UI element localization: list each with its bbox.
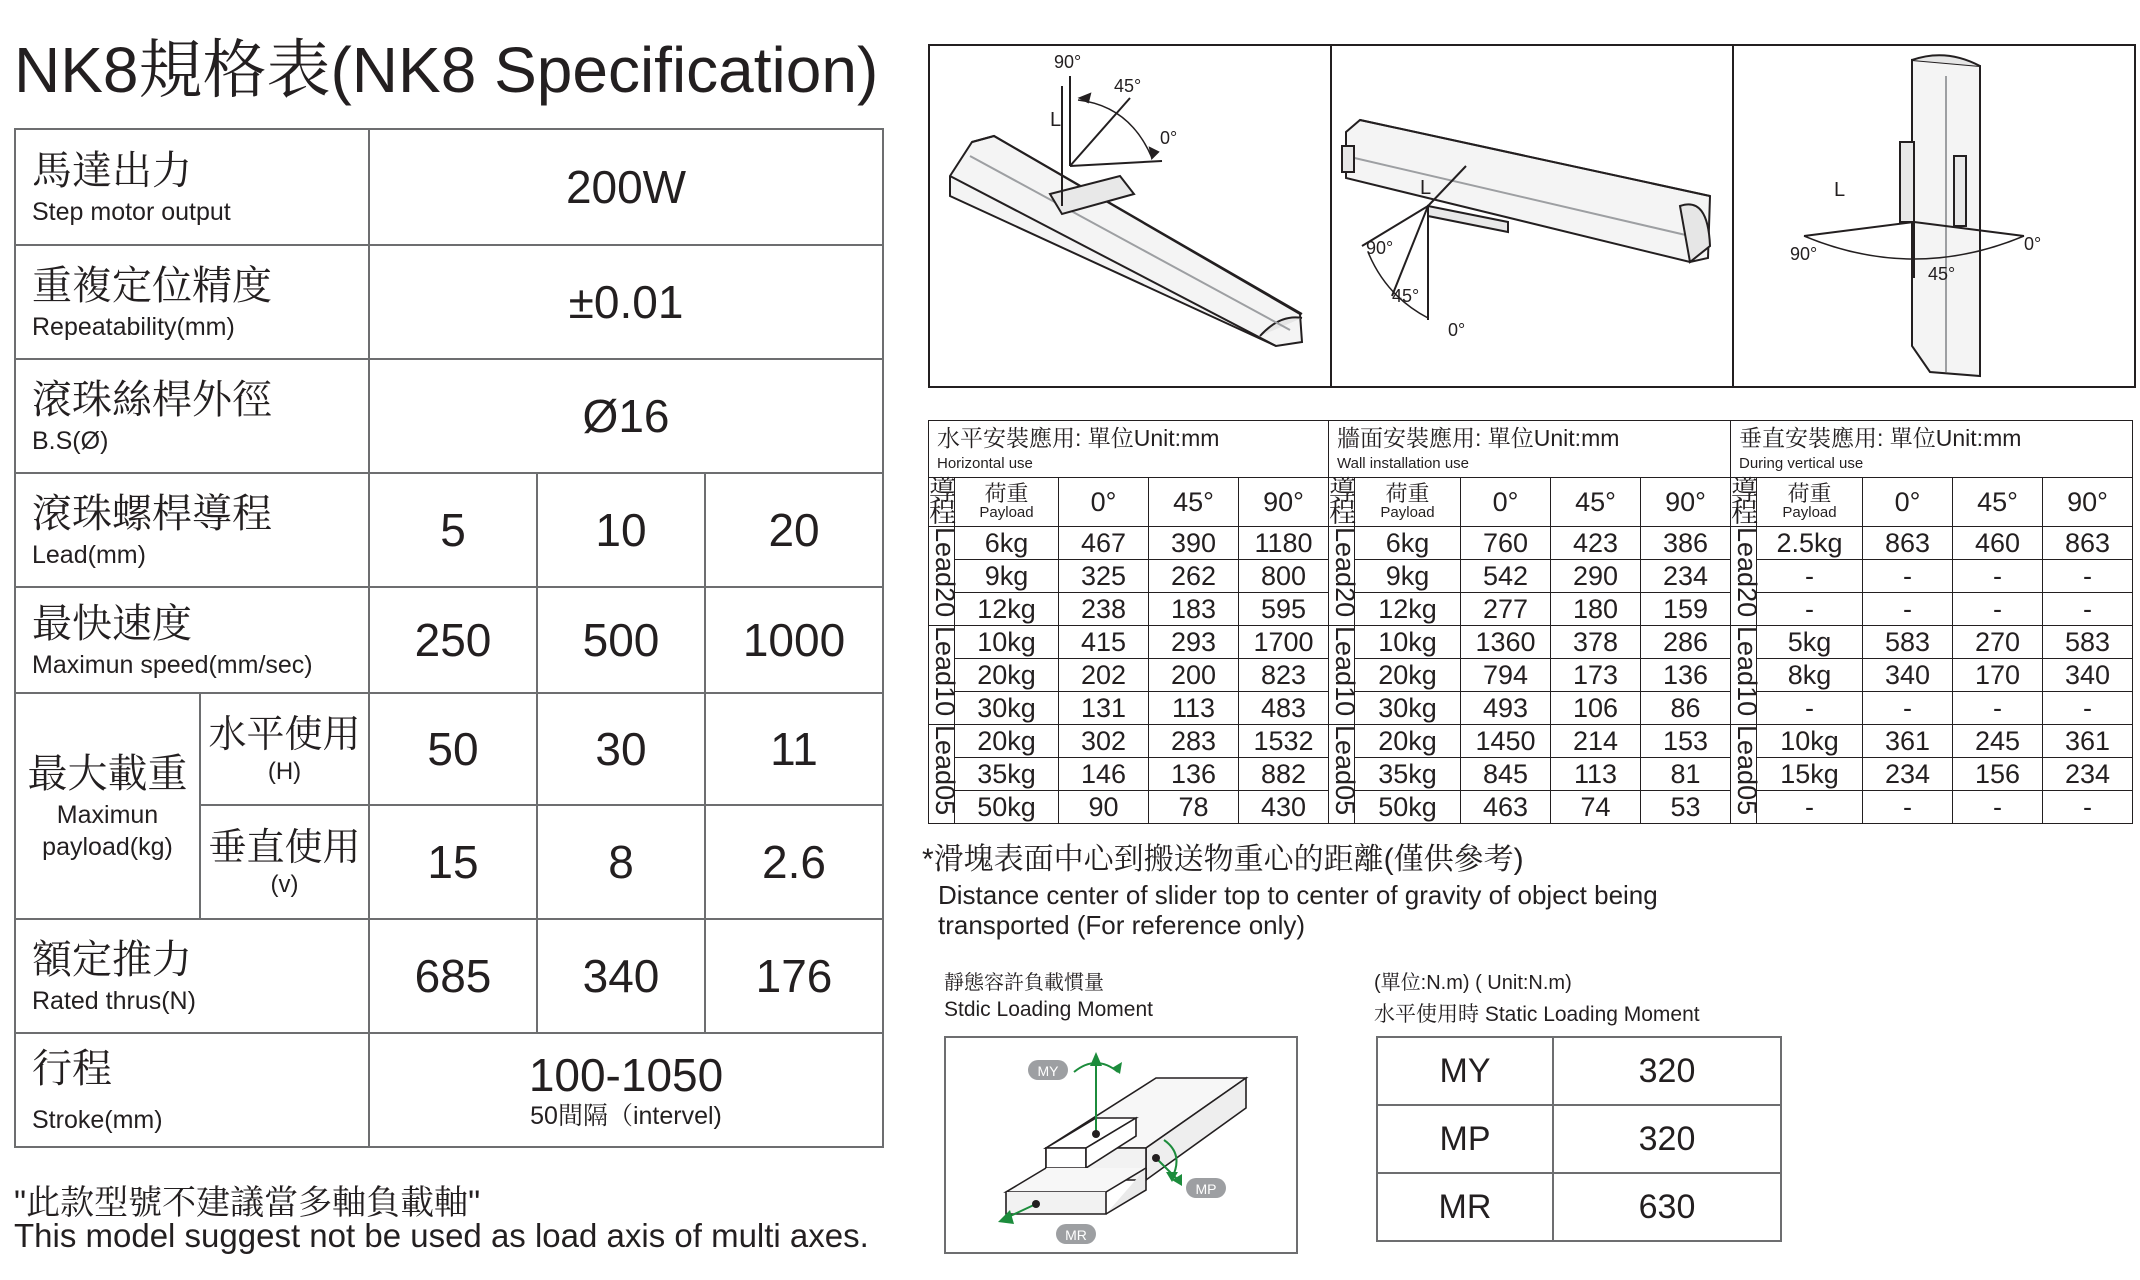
payload-col-header-en: Payload — [979, 504, 1034, 521]
table-cell: 1532 — [1239, 725, 1329, 758]
lead-label: Lead20 — [1732, 527, 1762, 618]
table-cell: 238 — [1059, 593, 1149, 626]
table-cell: 863 — [1863, 527, 1953, 560]
table-cell: 290 — [1551, 560, 1641, 593]
table-cell: 15kg — [1757, 758, 1863, 791]
lead-value: 10 — [537, 473, 705, 587]
guide-col-header: 導程 — [1731, 476, 1758, 528]
table-cell: 595 — [1239, 593, 1329, 626]
table-cell: 20kg — [955, 659, 1059, 692]
thrust-value: 176 — [705, 919, 883, 1033]
table-subtitle: During vertical use — [1739, 455, 1864, 472]
table-subtitle: Horizontal use — [937, 455, 1033, 472]
moment-value: 320 — [1553, 1037, 1781, 1105]
table-cell: 5kg — [1757, 626, 1863, 659]
table-cell: 234 — [2043, 758, 2133, 791]
angle-col-header: 0° — [1059, 478, 1149, 527]
table-cell: 10kg — [955, 626, 1059, 659]
table-cell: 386 — [1641, 527, 1731, 560]
angle-col-header: 90° — [2043, 478, 2133, 527]
static-moment-title-zh: 靜態容許負載慣量 — [944, 972, 1104, 994]
payload-col-header-en: Payload — [1782, 504, 1837, 521]
vertical-90-label: 90° — [1790, 244, 1818, 264]
table-cell: 463 — [1461, 791, 1551, 824]
table-cell: 882 — [1239, 758, 1329, 791]
table-cell: 153 — [1641, 725, 1731, 758]
lead-label: Lead10 — [1732, 626, 1762, 717]
horizontal-45-label: 45° — [1114, 76, 1142, 96]
table-cell: 823 — [1239, 659, 1329, 692]
stroke-interval: 50間隔（intervel) — [530, 1102, 722, 1130]
lead-label: Lead10 — [1330, 626, 1360, 717]
payload-col-header: 荷重 — [1787, 481, 1832, 506]
table-cell: 81 — [1641, 758, 1731, 791]
table-cell: 794 — [1461, 659, 1551, 692]
table-cell: 390 — [1149, 527, 1239, 560]
mp-badge: MP — [1195, 1181, 1217, 1197]
moment-value: 630 — [1553, 1173, 1781, 1241]
table-cell: 90 — [1059, 791, 1149, 824]
table-cell: 35kg — [1355, 758, 1461, 791]
moment-label: MY — [1377, 1037, 1553, 1105]
lead-label: Lead05 — [1732, 725, 1762, 816]
table-cell: 6kg — [955, 527, 1059, 560]
static-moment-title-en: Stdic Loading Moment — [944, 998, 1153, 1021]
table-cell: 302 — [1059, 725, 1149, 758]
payload-v-unit: (v) — [270, 871, 299, 898]
wall-0-label: 0° — [1448, 320, 1466, 340]
table-cell: 20kg — [1355, 659, 1461, 692]
payload-v-value: 15 — [369, 805, 537, 919]
table-cell: 361 — [2043, 725, 2133, 758]
table-cell: 131 — [1059, 692, 1149, 725]
angle-col-header: 90° — [1239, 478, 1329, 527]
table-cell: 86 — [1641, 692, 1731, 725]
payload-h-label: 水平使用 — [208, 714, 361, 756]
moment-value: 320 — [1553, 1105, 1781, 1173]
speed-value: 500 — [537, 587, 705, 693]
table-cell: 10kg — [1355, 626, 1461, 659]
motor-label-zh: 馬達出力 — [32, 149, 192, 193]
payload-label-en2: payload(kg) — [42, 833, 173, 861]
horizontal-90-label: 90° — [1054, 52, 1082, 72]
table-cell: 9kg — [955, 560, 1059, 593]
table-cell: 50kg — [1355, 791, 1461, 824]
note-en: This model suggest not be used as load axis of multi axes. — [14, 1217, 869, 1254]
table-cell: 20kg — [1355, 725, 1461, 758]
distance-note-zh: *滑塊表面中心到搬送物重心的距離(僅供參考) — [922, 843, 1524, 876]
distance-note-en-line2: transported (For reference only) — [938, 910, 1306, 940]
spec-row-motor — [15, 129, 883, 245]
table-cell: 583 — [2043, 626, 2133, 659]
moment-row — [1377, 1105, 1781, 1173]
table-cell: - — [2043, 791, 2133, 824]
table-cell: 863 — [2043, 527, 2133, 560]
table-cell: 180 — [1551, 593, 1641, 626]
lead-label: Lead05 — [930, 725, 960, 816]
table-cell: 173 — [1551, 659, 1641, 692]
wall-45-label: 45° — [1392, 286, 1420, 306]
table-cell: 136 — [1149, 758, 1239, 791]
spec-row-stroke — [15, 1033, 883, 1147]
stroke-label-zh: 行程 — [32, 1047, 112, 1091]
table-cell: 845 — [1461, 758, 1551, 791]
table-cell: 12kg — [955, 593, 1059, 626]
table-cell: 1700 — [1239, 626, 1329, 659]
table-cell: 283 — [1149, 725, 1239, 758]
my-badge: MY — [1037, 1063, 1059, 1079]
moment-unit-label: (單位:N.m) ( Unit:N.m) — [1374, 972, 1572, 994]
table-cell: 325 — [1059, 560, 1149, 593]
payload-h-value: 30 — [537, 693, 705, 805]
vertical-payload-table — [1730, 420, 2133, 824]
table-cell: 202 — [1059, 659, 1149, 692]
lead-label: Lead20 — [930, 527, 960, 618]
speed-label-zh: 最快速度 — [32, 602, 192, 646]
table-cell: 340 — [1863, 659, 1953, 692]
horizontal-payload-table — [928, 420, 1329, 824]
lead-value: 5 — [369, 473, 537, 587]
table-cell: 467 — [1059, 527, 1149, 560]
vertical-install-figure — [1732, 44, 2136, 388]
lead-label: Lead05 — [1330, 725, 1360, 816]
horizontal-install-figure — [928, 44, 1332, 388]
table-title: 水平安裝應用: 單位Unit:mm — [937, 425, 1220, 451]
table-cell: - — [2043, 560, 2133, 593]
table-cell: 53 — [1641, 791, 1731, 824]
thrust-label-zh: 額定推力 — [32, 938, 192, 982]
bs-label-zh: 滾珠絲桿外徑 — [32, 378, 272, 422]
spec-row-payload-h — [15, 693, 883, 805]
horizontal-L-label: L — [1050, 109, 1062, 131]
table-cell: 378 — [1551, 626, 1641, 659]
table-cell: - — [1953, 593, 2043, 626]
moment-row — [1377, 1037, 1781, 1105]
table-cell: 10kg — [1757, 725, 1863, 758]
lead-value: 20 — [705, 473, 883, 587]
angle-col-header: 90° — [1641, 478, 1731, 527]
table-cell: - — [1757, 692, 1863, 725]
vertical-0-label: 0° — [2024, 234, 2042, 254]
bs-value: Ø16 — [369, 359, 883, 473]
spec-row-thrust — [15, 919, 883, 1033]
table-cell: 12kg — [1355, 593, 1461, 626]
table-cell: 106 — [1551, 692, 1641, 725]
moment-diagram — [944, 1036, 1298, 1254]
moment-label: MP — [1377, 1105, 1553, 1173]
payload-col-header-en: Payload — [1380, 504, 1435, 521]
moment-label: MR — [1377, 1173, 1553, 1241]
payload-v-value: 2.6 — [705, 805, 883, 919]
payload-col-header: 荷重 — [984, 481, 1029, 506]
table-cell: 483 — [1239, 692, 1329, 725]
table-cell: 78 — [1149, 791, 1239, 824]
table-title: 牆面安裝應用: 單位Unit:mm — [1337, 425, 1620, 451]
table-cell: 159 — [1641, 593, 1731, 626]
thrust-value: 685 — [369, 919, 537, 1033]
horizontal-0-label: 0° — [1160, 128, 1178, 148]
table-cell: - — [1863, 560, 1953, 593]
distance-note-en-line1: Distance center of slider top to center of gravity of object being — [938, 880, 1658, 910]
payload-v-label: 垂直使用 — [208, 827, 361, 869]
vertical-L-label: L — [1834, 179, 1846, 201]
table-title: 垂直安裝應用: 單位Unit:mm — [1739, 425, 2022, 451]
table-cell: 50kg — [955, 791, 1059, 824]
table-cell: 156 — [1953, 758, 2043, 791]
table-cell: - — [1863, 692, 1953, 725]
table-cell: 293 — [1149, 626, 1239, 659]
mr-badge: MR — [1065, 1227, 1087, 1243]
moment-row — [1377, 1173, 1781, 1241]
wall-install-figure — [1330, 44, 1734, 388]
table-cell: 286 — [1641, 626, 1731, 659]
table-cell: 170 — [1953, 659, 2043, 692]
wall-90-label: 90° — [1366, 238, 1394, 258]
table-cell: - — [1757, 560, 1863, 593]
bs-label-en: B.S(Ø) — [32, 427, 109, 455]
payload-label-zh: 最大載重 — [27, 752, 188, 796]
guide-col-header: 導程 — [1329, 476, 1356, 528]
angle-col-header: 45° — [1149, 478, 1239, 527]
payload-h-value: 50 — [369, 693, 537, 805]
table-cell: 340 — [2043, 659, 2133, 692]
table-cell: 415 — [1059, 626, 1149, 659]
angle-col-header: 0° — [1863, 478, 1953, 527]
table-cell: 146 — [1059, 758, 1149, 791]
table-cell: 234 — [1641, 560, 1731, 593]
table-cell: 35kg — [955, 758, 1059, 791]
table-cell: 30kg — [1355, 692, 1461, 725]
moment-horizontal-label: 水平使用時 Static Loading Moment — [1374, 1003, 1700, 1026]
table-cell: 262 — [1149, 560, 1239, 593]
note-zh: "此款型號不建議當多軸負載軸" — [14, 1184, 481, 1222]
thrust-label-en: Rated thrus(N) — [32, 987, 196, 1015]
table-cell: 493 — [1461, 692, 1551, 725]
table-cell: 1360 — [1461, 626, 1551, 659]
angle-col-header: 45° — [1953, 478, 2043, 527]
table-cell: 270 — [1953, 626, 2043, 659]
table-cell: 430 — [1239, 791, 1329, 824]
stroke-value: 100-1050 — [528, 1049, 724, 1101]
payload-v-value: 8 — [537, 805, 705, 919]
spec-row-repeat — [15, 245, 883, 359]
wall-L-label: L — [1420, 177, 1432, 199]
table-cell: - — [1953, 560, 2043, 593]
table-cell: - — [1863, 593, 1953, 626]
table-cell: - — [2043, 593, 2133, 626]
payload-h-unit: (H) — [267, 758, 302, 785]
table-cell: 1180 — [1239, 527, 1329, 560]
table-cell: 423 — [1551, 527, 1641, 560]
stroke-label-en: Stroke(mm) — [32, 1106, 163, 1134]
thrust-value: 340 — [537, 919, 705, 1033]
lead-label: Lead20 — [1330, 527, 1360, 618]
payload-label-en1: Maximun — [56, 801, 159, 829]
table-cell: - — [1953, 791, 2043, 824]
guide-col-header: 導程 — [929, 476, 956, 528]
table-cell: 460 — [1953, 527, 2043, 560]
wall-payload-table — [1328, 420, 1731, 824]
table-subtitle: Wall installation use — [1337, 455, 1470, 472]
repeat-label-zh: 重複定位精度 — [32, 264, 272, 308]
payload-col-header: 荷重 — [1385, 481, 1430, 506]
table-cell: 20kg — [955, 725, 1059, 758]
table-cell: 183 — [1149, 593, 1239, 626]
table-cell: 214 — [1551, 725, 1641, 758]
table-cell: - — [1757, 593, 1863, 626]
table-cell: 234 — [1863, 758, 1953, 791]
table-cell: 200 — [1149, 659, 1239, 692]
spec-row-lead — [15, 473, 883, 587]
table-cell: 1450 — [1461, 725, 1551, 758]
vertical-45-label: 45° — [1928, 264, 1956, 284]
spec-row-speed — [15, 587, 883, 693]
table-cell: 361 — [1863, 725, 1953, 758]
angle-col-header: 45° — [1551, 478, 1641, 527]
payload-h-value: 11 — [705, 693, 883, 805]
spec-table — [14, 128, 884, 1148]
repeat-label-en: Repeatability(mm) — [32, 313, 235, 341]
table-cell: 245 — [1953, 725, 2043, 758]
angle-col-header: 0° — [1461, 478, 1551, 527]
lead-label-zh: 滾珠螺桿導程 — [32, 492, 272, 536]
table-cell: 74 — [1551, 791, 1641, 824]
table-cell: 760 — [1461, 527, 1551, 560]
table-cell: 136 — [1641, 659, 1731, 692]
table-cell: 113 — [1551, 758, 1641, 791]
speed-label-en: Maximun speed(mm/sec) — [32, 651, 313, 679]
table-cell: 113 — [1149, 692, 1239, 725]
static-moment-table — [1376, 1036, 1782, 1242]
table-cell: 277 — [1461, 593, 1551, 626]
lead-label-en: Lead(mm) — [32, 541, 146, 569]
motor-label-en: Step motor output — [32, 198, 231, 226]
speed-value: 1000 — [705, 587, 883, 693]
table-cell: 2.5kg — [1757, 527, 1863, 560]
table-cell: - — [2043, 692, 2133, 725]
table-cell: 583 — [1863, 626, 1953, 659]
table-cell: 542 — [1461, 560, 1551, 593]
motor-value: 200W — [369, 129, 883, 245]
table-cell: - — [1953, 692, 2043, 725]
table-cell: 800 — [1239, 560, 1329, 593]
repeat-value: ±0.01 — [369, 245, 883, 359]
spec-row-bs — [15, 359, 883, 473]
page-title: NK8規格表(NK8 Specification) — [14, 34, 879, 106]
lead-label: Lead10 — [930, 626, 960, 717]
table-cell: 8kg — [1757, 659, 1863, 692]
table-cell: - — [1757, 791, 1863, 824]
table-cell: 30kg — [955, 692, 1059, 725]
table-cell: 6kg — [1355, 527, 1461, 560]
table-cell: 9kg — [1355, 560, 1461, 593]
table-cell: - — [1863, 791, 1953, 824]
speed-value: 250 — [369, 587, 537, 693]
